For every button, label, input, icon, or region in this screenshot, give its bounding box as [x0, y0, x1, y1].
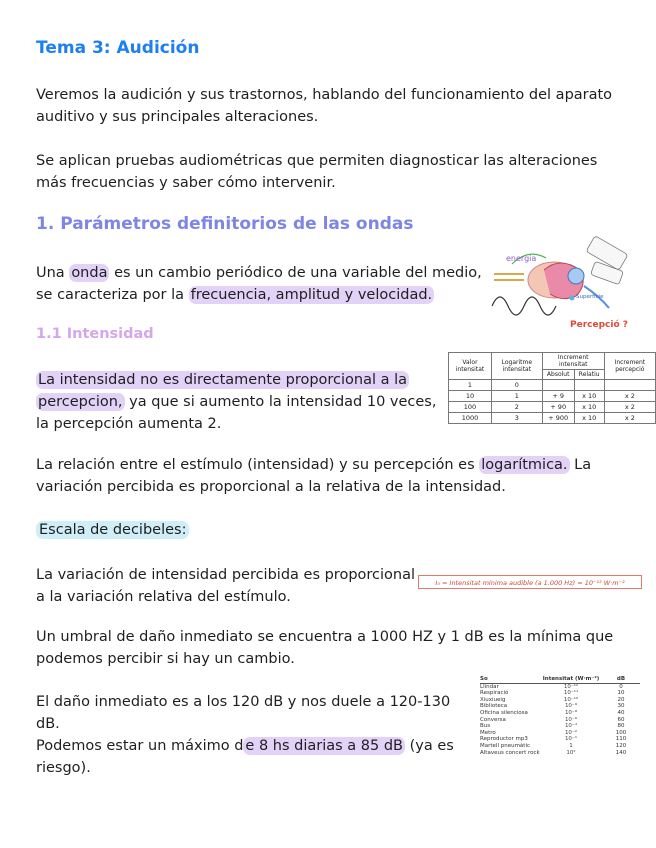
intensity-highlight-2: percepcion, — [38, 394, 123, 410]
wave-params-highlight: frecuencia, amplitud y velocidad. — [190, 287, 433, 303]
decibel-table-header: So Intensitat (W·m⁻²) dB — [480, 676, 640, 684]
col-log: Logaritme intensitat — [491, 353, 542, 380]
col-valor: Valor intensitat — [449, 353, 492, 380]
energia-label: energia — [506, 254, 537, 263]
damage-paragraph: El daño inmediato es a los 120 dB y nos duele a 120-130 dB. — [36, 694, 451, 732]
intro-paragraph-2 — [36, 150, 636, 194]
section-1-1-heading: 1.1 Intensidad — [36, 326, 154, 342]
col-percepcio: Increment percepció — [604, 353, 655, 380]
intensity-highlight-1: La intensidad no es directamente proporcional a la — [38, 372, 408, 388]
intro-paragraph-2-line-2: más frecuencias y saber cómo intervenir. — [36, 175, 336, 191]
table-row: Xiuxiueig 10⁻¹⁰ 20 — [480, 696, 625, 703]
table-row: Metro 10⁻² 100 — [480, 729, 627, 736]
page-title: Tema 3: Audición — [36, 38, 200, 58]
intro-paragraph-1: Veremos la audición y sus trastornos, hablando del funcionamiento del aparato auditivo y sus principales alteraciones. — [36, 87, 613, 125]
table-row: Altaveus concert rock 10² 140 — [480, 749, 627, 756]
logarithmic-paragraph: La relación entre el estímulo (intensidad) y su percepción es logarítmica. La variación percibida es proporcional a la relativa de la intensidad. — [36, 457, 592, 495]
intro-paragraph-2-line-1: Se aplican pruebas audiométricas que permiten diagnosticar las alteraciones — [36, 153, 598, 169]
decibel-scale-label: Escala de decibeles: — [36, 519, 189, 541]
col-relatiu: Relatiu — [574, 370, 604, 380]
table-row: 100 2 + 90 x 10 x 2 — [449, 402, 656, 413]
table-row: Reproductor mp3 10⁻¹ 110 — [480, 736, 627, 743]
intensity-paragraph: La intensidad no es directamente proporcional a la percepcion, ya que si aumento la intensidad 10 veces, la percepción aumenta 2. — [36, 372, 437, 432]
logaritmica-highlight: logarítmica. — [481, 457, 568, 473]
table-row: 1000 3 + 900 x 10 x 2 — [449, 413, 656, 424]
exposure-highlight: e 8 hs diarias a 85 dB — [245, 738, 404, 754]
percepcio-label: Percepció ? — [570, 320, 628, 330]
section-1-heading: 1. Parámetros definitorios de las ondas — [36, 214, 414, 234]
table-row: Martell pneumàtic 1 120 — [480, 742, 627, 749]
table-row: Biblioteca 10⁻⁹ 30 — [480, 703, 625, 710]
threshold-paragraph: Un umbral de daño inmediato se encuentra a 1000 HZ y 1 dB es la mínima que podemos percibir si hay un cambio. — [36, 629, 614, 667]
decibel-table-body — [480, 684, 640, 757]
table-row: 10 1 + 9 x 10 x 2 — [449, 391, 656, 402]
table-row: Conversa 10⁻⁶ 60 — [480, 716, 625, 723]
superficie-label: Superficie — [576, 294, 604, 300]
table-row: Llindar 10⁻¹² 0 — [480, 683, 623, 690]
table-row: Respiració 10⁻¹¹ 10 — [480, 690, 625, 697]
table-row: 1 0 — [449, 380, 656, 391]
threshold-formula: I₀ = Intensitat mínima audible (a 1.000 Hz) = 10⁻¹² W·m⁻² — [418, 575, 642, 589]
ear-diagram — [484, 236, 634, 336]
col-absolut: Absolut — [542, 370, 574, 380]
decibel-table — [480, 676, 640, 756]
table-row: Oficina silenciosa 10⁻⁸ 40 — [480, 709, 625, 716]
intensity-table — [448, 352, 656, 424]
onda-paragraph: Una onda es un cambio periódico de una variable del medio, se caracteriza por la frecuencia, amplitud y velocidad. — [36, 265, 482, 303]
col-increment: Increment intensitat — [542, 353, 604, 370]
max-exposure-paragraph: Podemos estar un máximo d e 8 hs diarias a 85 dB (ya es riesgo). — [36, 738, 454, 776]
onda-highlight: onda — [71, 265, 108, 281]
intensity-table-wrap — [448, 352, 656, 424]
table-row: Bus 10⁻⁴ 80 — [480, 723, 625, 730]
relative-variation-paragraph: La variación de intensidad percibida es proporcional a la variación relativa del estímulo. — [36, 567, 416, 605]
